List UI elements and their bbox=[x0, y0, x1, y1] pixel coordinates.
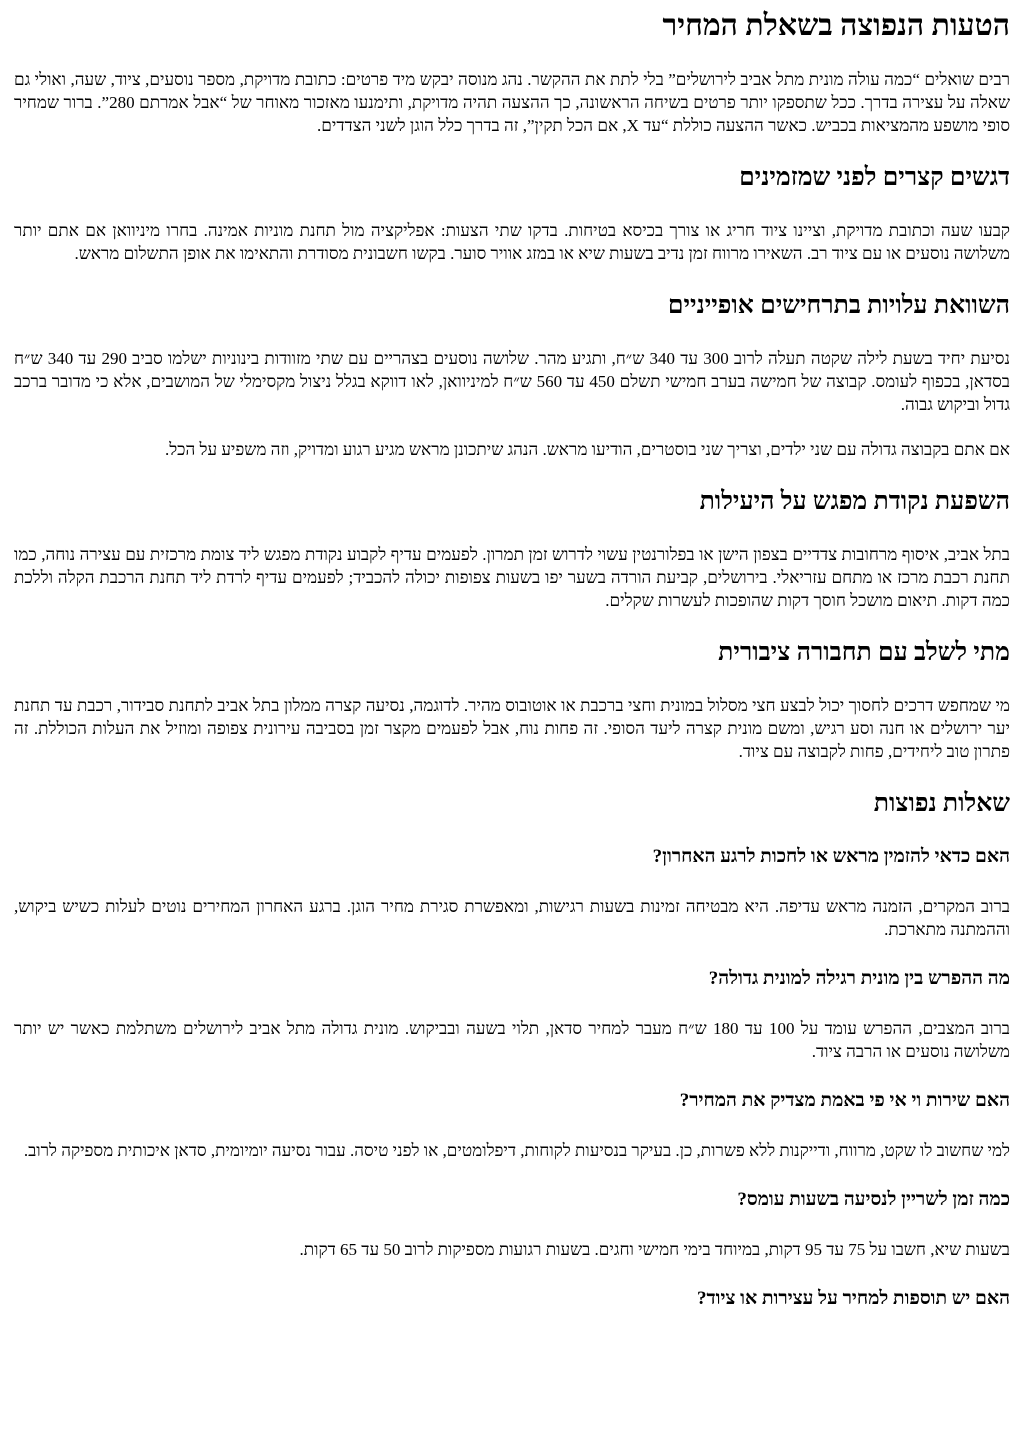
faq-question: האם כדאי להזמין מראש או לחכות לרגע האחרון? bbox=[652, 846, 1010, 867]
section-heading-cost-comparison: השוואת עלויות בתרחישים אופייניים bbox=[667, 292, 1010, 319]
faq-question: האם יש תוספות למחיר על עצירות או ציוד? bbox=[696, 1288, 1010, 1309]
intro-paragraph: רבים שואלים “כמה עולה מונית מתל אביב לירושלים” בלי לתת את ההקשר. נהג מנוסה יבקש מיד פרטים: כתובת מדויקת, מספר נוסעים, ציוד, שעה, ואולי גם שאלה על עצירה בדרך. ככל שתספקו יותר פרטים בשיחה הראשונה, כך ההצעה תהיה מדויקת, ותימנעו מאזכור מאוחר של “אבל אמרתם 280”. ברור שמחיר סופי מושפע מהמציאות בכביש. כאשר ההצעה כוללת “עד X, אם הכל תקין”, זה בדרך כלל הוגן לשני הצדדים. bbox=[14, 70, 1010, 135]
paragraph: נסיעת יחיד בשעת לילה שקטה תעלה לרוב 300 עד 340 ש״ח, ותגיע מהר. שלושה נוסעים בצהריים עם שתי מזוודות בינוניות ישלמו סביב 290 עד 340 ש״ח בסדאן, בכפוף לעומס. קבוצה של חמישה בערב חמישי תשלם 450 עד 560 ש״ח למיניוואן, לאו דווקא בגלל ניצול מקסימלי של המושבים, אלא כי מדובר ברכב גדול וביקוש גבוה. bbox=[14, 349, 1011, 414]
faq-question: מה ההפרש בין מונית רגילה למונית גדולה? bbox=[708, 968, 1010, 989]
paragraph: קבעו שעה וכתובת מדויקת, וציינו ציוד חריג או צורך בכיסא בטיחות. בדקו שתי הצעות: אפליקציה מול תחנת מוניות אמינה. בחרו מיניוואן אם אתם יותר משלושה נוסעים או עם ציוד רב. השאירו מרווח זמן נדיב בשעות שיא או במזג אוויר סוער. בקשו חשבונית מסודרת והתאימו את אופן התשלום מראש. bbox=[14, 221, 1010, 263]
paragraph: אם אתם בקבוצה גדולה עם שני ילדים, וצריך שני בוסטרים, הודיעו מראש. הנהג שיתכונן מראש מגיע רגוע ומדויק, וזה משפיע על הכל. bbox=[164, 440, 1010, 459]
faq-answer: למי שחשוב לו שקט, מרווח, ודייקנות ללא פשרות, כן. בעיקר בנסיעות לקוחות, דיפלומטים, או לפני טיסה. עבור נסיעה יומיומית, סדאן איכותית מספיקה לרוב. bbox=[23, 1141, 1010, 1160]
faq-answer: ברוב המקרים, הזמנה מראש עדיפה. היא מבטיחה זמינות בשעות רגישות, ומאפשרת סגירת מחיר הוגן. ברגע האחרון המחירים נוטים לעלות כשיש ביקוש, וההמתנה מתארכת. bbox=[14, 897, 1010, 939]
faq-heading: שאלות נפוצות bbox=[873, 790, 1010, 817]
section-heading-tips: דגשים קצרים לפני שמזמינים bbox=[739, 164, 1010, 191]
page-title: הטעות הנפוצה בשאלת המחיר bbox=[662, 9, 1010, 42]
faq-question: האם שירות וי אי פי באמת מצדיק את המחיר? bbox=[679, 1090, 1010, 1111]
paragraph: מי שמחפש דרכים לחסוך יכול לבצע חצי מסלול במונית וחצי ברכבת או אוטובוס מהיר. לדוגמה, נסיעה קצרה ממלון בתל אביב לתחנת סבידור, רכבת עד תחנת יער ירושלים או חנה וסע רגיש, ומשם מונית קצרה ליעד הסופי. זה פחות נוח, אבל לפעמים מקצר זמן בסביבה עירונית צפופה ומוזיל את העלות הכוללת. זה פתרון טוב ליחידים, פחות לקבוצה עם ציוד. bbox=[14, 696, 1010, 761]
faq-answer: בשעות שיא, חשבו על 75 עד 95 דקות, במיוחד בימי חמישי וחגים. בשעות רגועות מספיקות לרוב 50 עד 65 דקות. bbox=[299, 1240, 1010, 1259]
paragraph: בתל אביב, איסוף מרחובות צדדיים בצפון הישן או בפלורנטין עשוי לדרוש זמן תמרון. לפעמים עדיף לקבוע נקודת מפגש ליד צומת מרכזית עם עצירה נוחה, כמו תחנת רכבת מרכז או מתחם עזריאלי. בירושלים, קביעת הורדה בשער יפו בשעות צפופות יכולה להכביד; לפעמים עדיף לרדת ליד תחנת הרכבת הקלה וללכת כמה דקות. תיאום מושכל חוסך דקות שהופכות לעשרות שקלים. bbox=[14, 545, 1010, 610]
faq-question: כמה זמן לשריין לנסיעה בשעות עומס? bbox=[737, 1189, 1010, 1210]
faq-answer: ברוב המצבים, ההפרש עומד על 100 עד 180 ש״ח מעבר למחיר סדאן, תלוי בשעה ובביקוש. מונית גדולה מתל אביב לירושלים משתלמת כאשר יש יותר משלושה נוסעים או הרבה ציוד. bbox=[14, 1019, 1010, 1061]
section-heading-public-transport: מתי לשלב עם תחבורה ציבורית bbox=[718, 639, 1010, 666]
section-heading-meeting-point: השפעת נקודת מפגש על היעילות bbox=[699, 488, 1010, 515]
